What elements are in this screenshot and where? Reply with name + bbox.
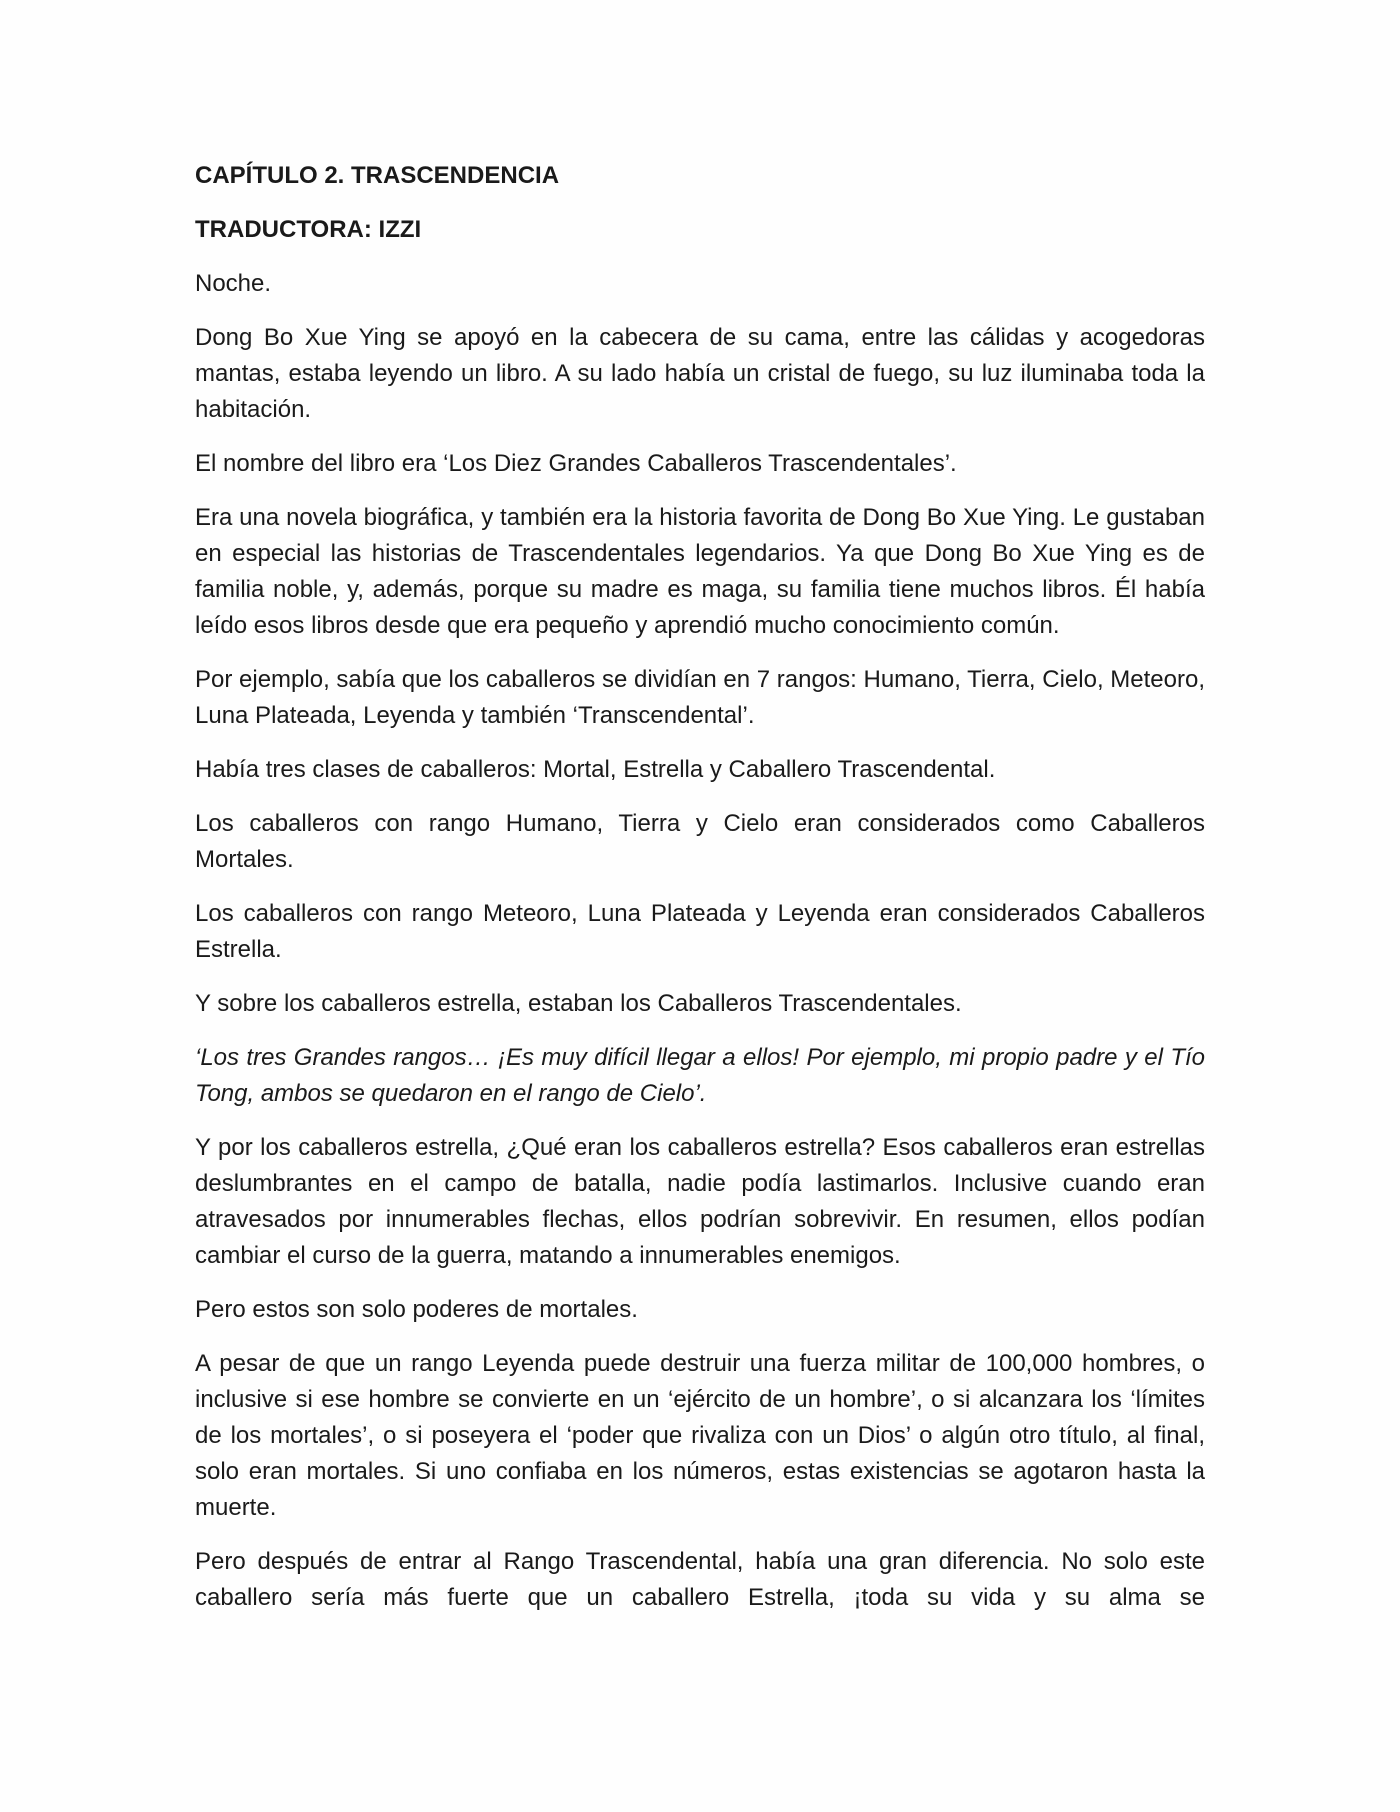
- document-body: [195, 158, 1205, 1634]
- paragraph: Pero después de entrar al Rango Trascendental, había una gran diferencia. No solo este caballero sería más fuerte que un caballero Estrella, ¡toda su vida y su alma se: [195, 1548, 1205, 1611]
- paragraph: Los caballeros con rango Humano, Tierra y Cielo eran considerados como Caballeros Mortales.: [195, 810, 1205, 873]
- inner-thought-paragraph: ‘Los tres Grandes rangos… ¡Es muy difícil llegar a ellos! Por ejemplo, mi propio padre y el Tío Tong, ambos se quedaron en el rango de Cielo’.: [195, 1044, 1205, 1107]
- paragraph: A pesar de que un rango Leyenda puede destruir una fuerza militar de 100,000 hombres, o inclusive si ese hombre se convierte en un ‘ejército de un hombre’, o si alcanzara los ‘límites de los mortales’, o si poseyera el ‘poder que rivaliza con un Dios’ o algún otro título, al final, solo eran mortales. Si uno confiaba en los números, estas existencias se agotaron hasta la muerte.: [195, 1350, 1205, 1521]
- paragraph: Noche.: [195, 270, 272, 297]
- translator-credit: TRADUCTORA: IZZI: [195, 216, 422, 243]
- paragraph: Era una novela biográfica, y también era la historia favorita de Dong Bo Xue Ying. Le gustaban en especial las historias de Trascendentales legendarios. Ya que Dong Bo Xue Ying es de familia noble, y, además, porque su madre es maga, su familia tiene muchos libros. Él había leído esos libros desde que era pequeño y aprendió mucho conocimiento común.: [195, 504, 1205, 639]
- paragraph: Los caballeros con rango Meteoro, Luna Plateada y Leyenda eran considerados Caballeros Estrella.: [195, 900, 1205, 963]
- paragraph: Y por los caballeros estrella, ¿Qué eran los caballeros estrella? Esos caballeros eran estrellas deslumbrantes en el campo de batalla, nadie podía lastimarlos. Inclusive cuando eran atravesados por innumerables flechas, ellos podrían sobrevivir. En resumen, ellos podían cambiar el curso de la guerra, matando a innumerables enemigos.: [195, 1134, 1205, 1269]
- chapter-title: CAPÍTULO 2. TRASCENDENCIA: [195, 162, 560, 189]
- paragraph: Y sobre los caballeros estrella, estaban los Caballeros Trascendentales.: [195, 990, 962, 1017]
- paragraph: Dong Bo Xue Ying se apoyó en la cabecera de su cama, entre las cálidas y acogedoras mantas, estaba leyendo un libro. A su lado había un cristal de fuego, su luz iluminaba toda la habitación.: [195, 324, 1205, 423]
- paragraph: Por ejemplo, sabía que los caballeros se dividían en 7 rangos: Humano, Tierra, Cielo, Meteoro, Luna Plateada, Leyenda y también ‘Transcendental’.: [195, 666, 1205, 729]
- paragraph: El nombre del libro era ‘Los Diez Grandes Caballeros Trascendentales’.: [195, 450, 957, 477]
- paragraph: Había tres clases de caballeros: Mortal, Estrella y Caballero Trascendental.: [195, 756, 996, 783]
- paragraph: Pero estos son solo poderes de mortales.: [195, 1296, 638, 1323]
